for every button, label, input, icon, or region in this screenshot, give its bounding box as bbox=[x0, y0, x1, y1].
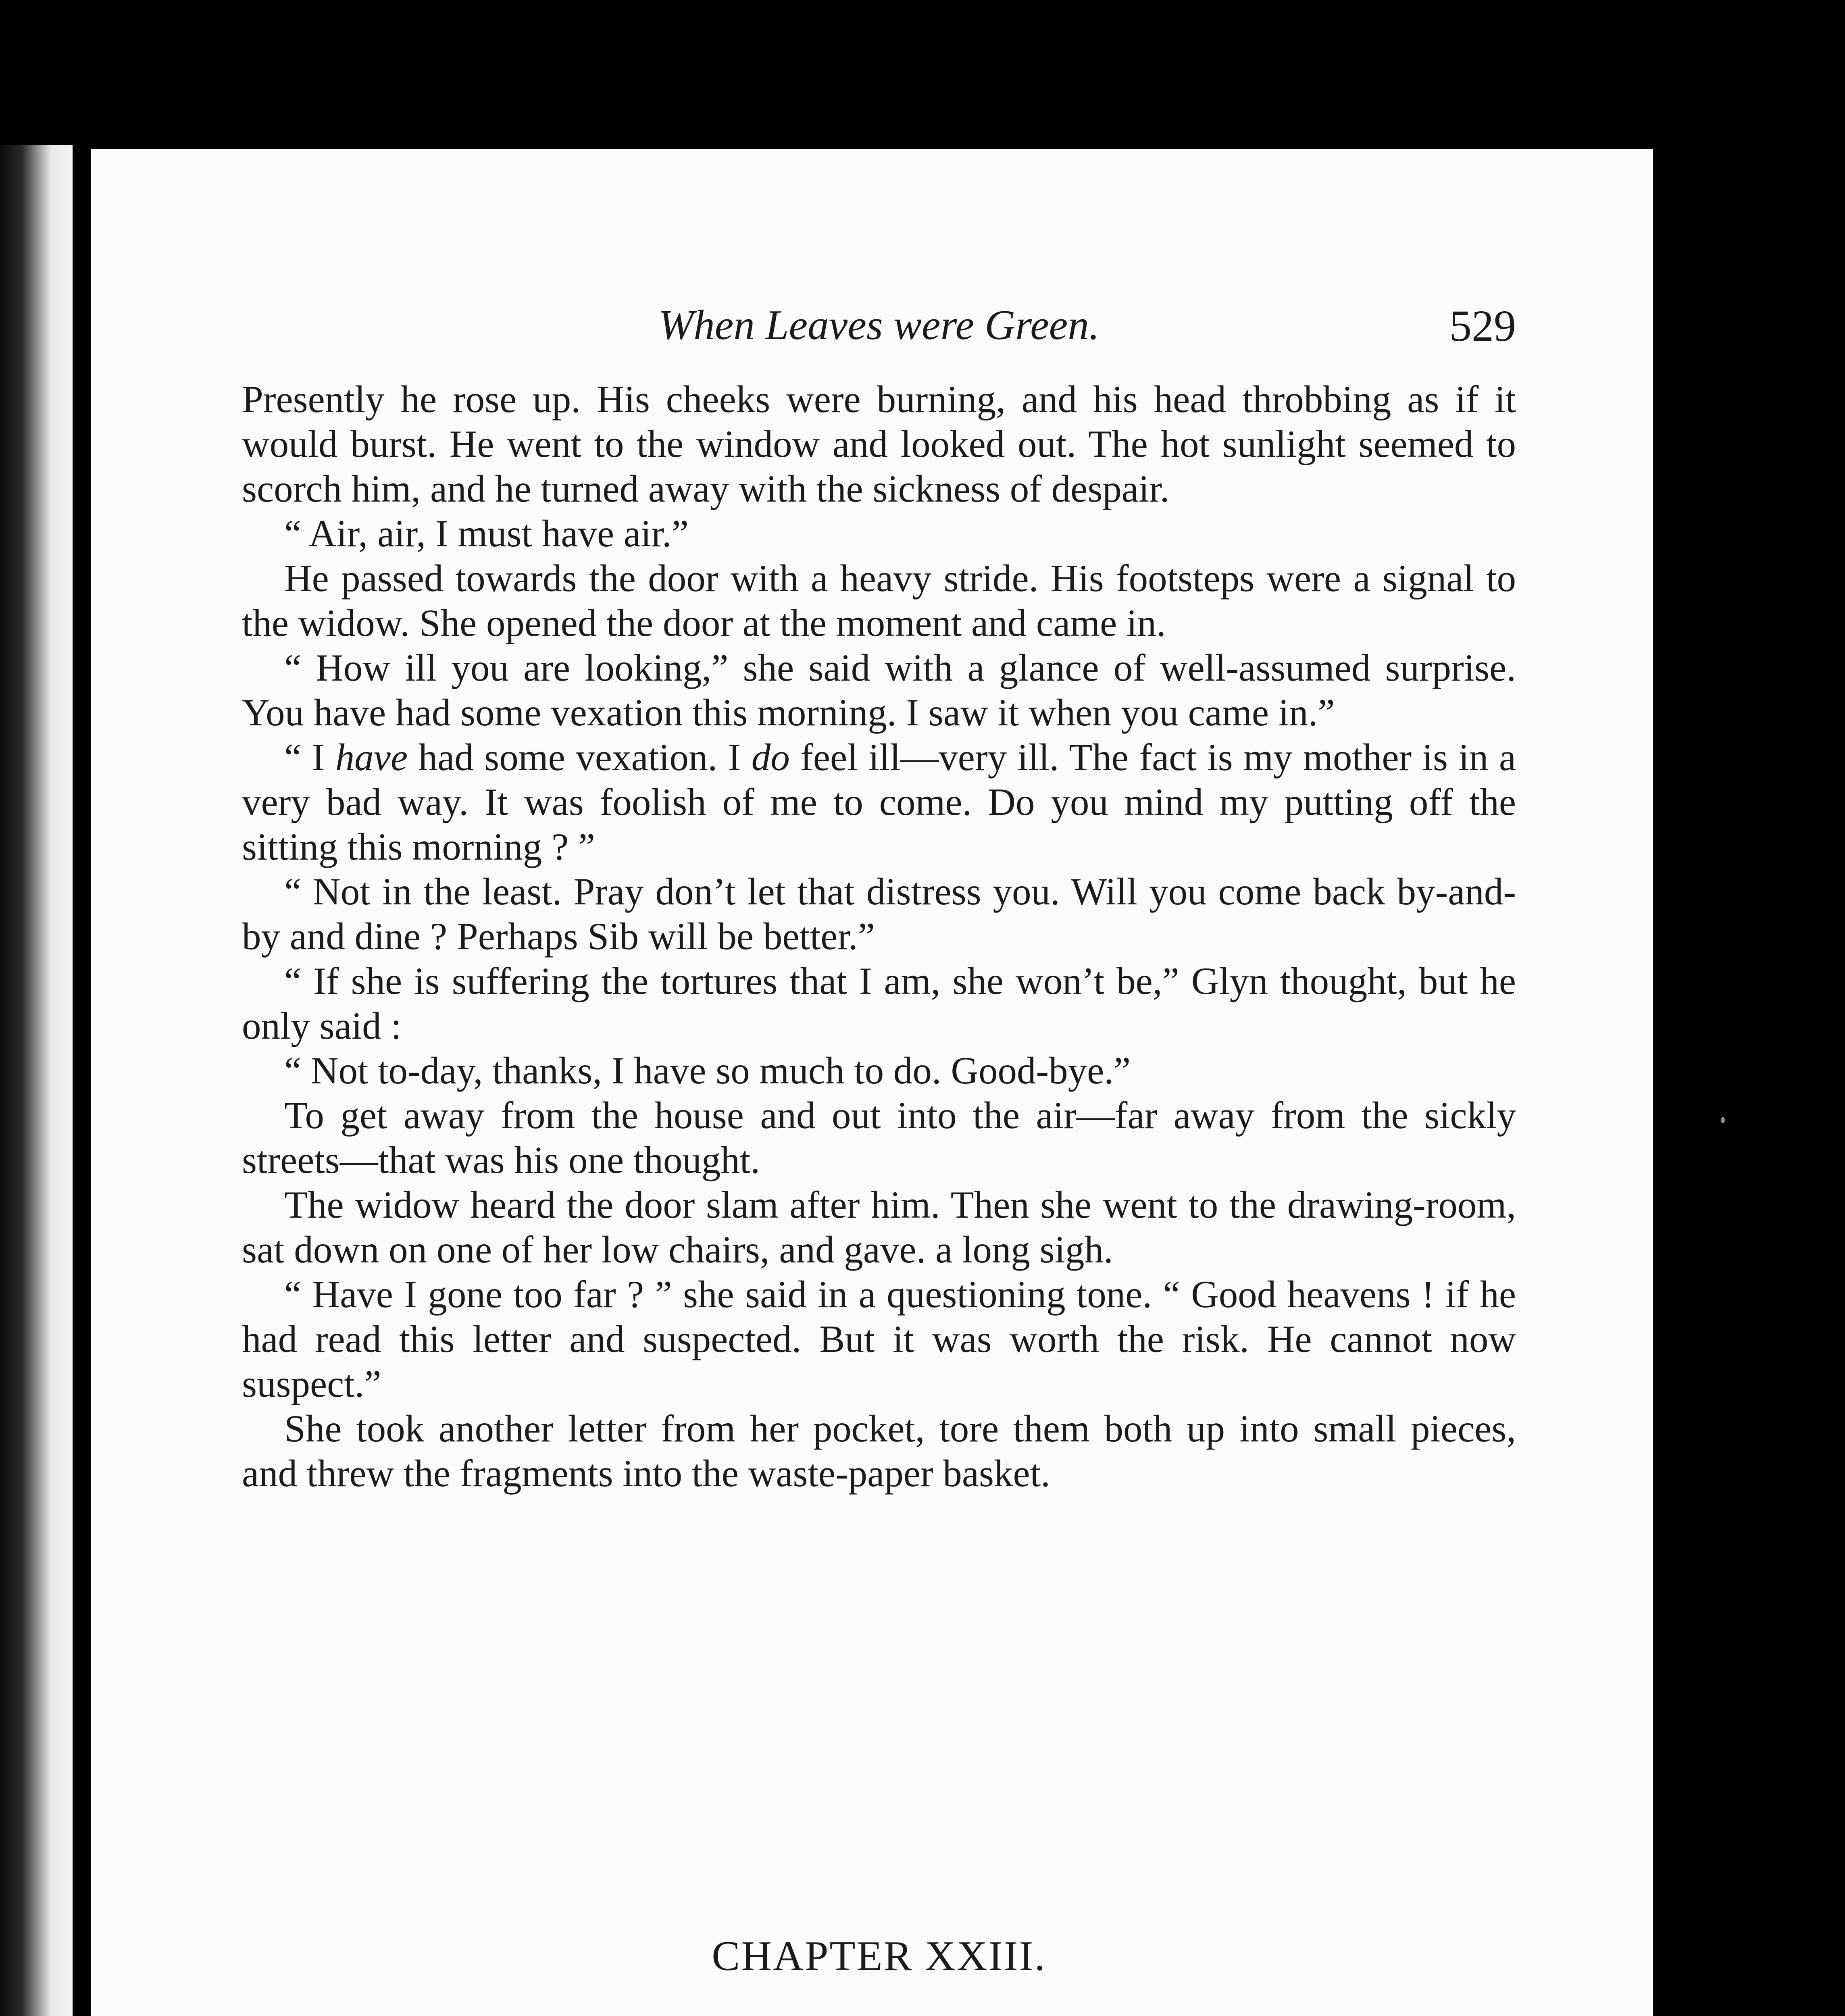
paragraph bbox=[242, 735, 1516, 869]
left-page-edge bbox=[0, 145, 73, 2016]
paragraph: To get away from the house and out into the air—far away from the sickly streets—that was his one thought. bbox=[242, 1094, 1516, 1181]
body-text bbox=[242, 377, 1516, 1496]
paragraph: “ Not to-day, thanks, I have so much to do. Good-bye.” bbox=[284, 1049, 1131, 1092]
chapter-title: CHAPTER XXIII. bbox=[712, 1932, 1046, 1979]
paragraph: She took another letter from her pocket, tore them both up into small pieces, and threw the fragments into the waste-paper basket. bbox=[242, 1407, 1516, 1495]
running-title: When Leaves were Green. bbox=[658, 301, 1100, 348]
paragraph: “ Not in the least. Pray don’t let that distress you. Will you come back by-and-by and dine ? Perhaps Sib will be better.” bbox=[242, 870, 1516, 958]
paragraph: “ If she is suffering the tortures that I am, she won’t be,” Glyn thought, but he only said : bbox=[242, 960, 1516, 1047]
text-run: had some vexation. I bbox=[408, 736, 752, 779]
running-head bbox=[242, 300, 1516, 381]
paragraph: “ Air, air, I must have air.” bbox=[284, 512, 689, 555]
page-number: 529 bbox=[1449, 301, 1516, 350]
paragraph: He passed towards the door with a heavy stride. His footsteps were a signal to the widow. She opened the door at the moment and came in. bbox=[242, 557, 1516, 644]
paragraph: “ Have I gone too far ? ” she said in a questioning tone. “ Good heavens ! if he had read this letter and suspected. But it was worth the risk. He cannot now suspect.” bbox=[242, 1273, 1516, 1405]
italic-word: do bbox=[751, 736, 790, 779]
paragraph: Presently he rose up. His cheeks were burning, and his head throbbing as if it would burst. He went to the window and looked out. The hot sunlight seemed to scorch him, and he turned away with the sickness of despair. bbox=[242, 378, 1516, 510]
text-run: feel ill—very ill. The fact is my mother is in a very bad way. It was foolish of me to come. Do you mind my putting off the sitting this morning ? ” bbox=[242, 736, 1516, 868]
book-page bbox=[91, 149, 1653, 2016]
italic-word: have bbox=[335, 736, 408, 779]
paragraph: The widow heard the door slam after him. Then she went to the drawing-room, sat down on one of her low chairs, and gave. a long sigh. bbox=[242, 1183, 1516, 1271]
paragraph: “ How ill you are looking,” she said with a glance of well-assumed surprise. You have had some vexation this morning. I saw it when you came in.” bbox=[242, 646, 1516, 734]
text-run: “ I bbox=[284, 736, 335, 779]
scan-speck bbox=[1721, 1117, 1725, 1123]
